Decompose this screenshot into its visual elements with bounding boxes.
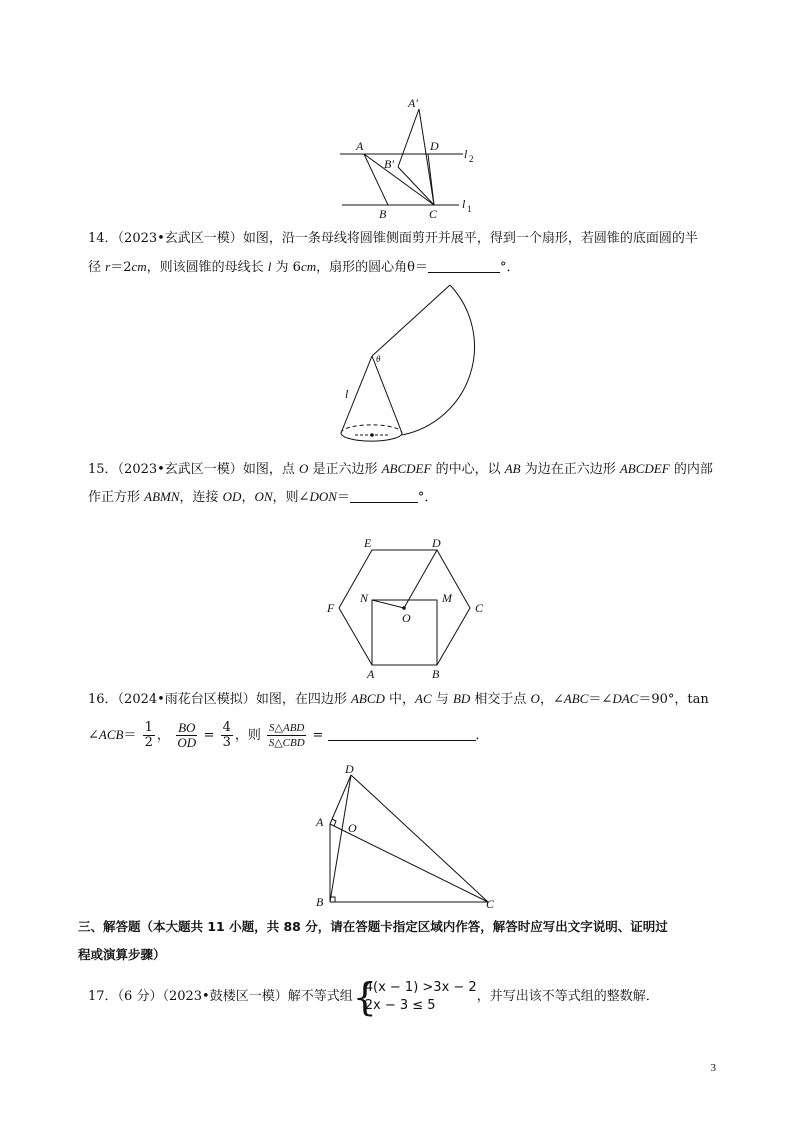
label-A: A	[316, 815, 324, 829]
label-B-prime: B′	[384, 157, 394, 171]
figure-q13	[330, 92, 490, 222]
fraction-four-thirds: $\frac{4}{3}$	[222, 720, 231, 750]
q14-number: 14．	[88, 231, 118, 246]
fraction-half: $\frac{1}{2}$	[144, 720, 153, 750]
q15-source: （2023•玄武区一模）	[117, 462, 243, 477]
figure-q16-quadrilateral	[310, 762, 510, 912]
q16-answer-blank[interactable]	[328, 726, 476, 741]
q17-score: （6 分）	[117, 989, 163, 1004]
q14-source: （2023•玄武区一模）	[117, 231, 243, 246]
label-A: A	[367, 667, 375, 681]
section3-heading-line1: 三、解答题（本大题共 11 小题，共 88 分，请在答题卡指定区域内作答，解答时应写出文字说明、证明过	[78, 919, 668, 934]
label-A-prime: A′	[408, 96, 418, 110]
label-C: C	[475, 601, 484, 615]
label-l: l	[345, 387, 349, 401]
page-number: 3	[710, 1062, 716, 1074]
label-theta: θ	[376, 354, 381, 364]
figure-q15-hexagon	[320, 532, 495, 682]
label-B: B	[432, 667, 440, 681]
q17-source: （2023•鼓楼区一模）	[162, 989, 288, 1004]
label-M: M	[442, 591, 452, 605]
label-l2: l	[464, 147, 468, 161]
label-F: F	[327, 601, 335, 615]
q14-text: 如图，沿一条母线将圆锥侧面剪开并展平，得到一个扇形，若圆锥的底面圆的半	[242, 231, 698, 246]
figure-q14-cone	[330, 280, 480, 450]
q17-number: 17．	[88, 989, 118, 1004]
label-N: N	[360, 591, 369, 605]
label-D: D	[430, 139, 439, 153]
label-l2-sub: 2	[469, 154, 474, 164]
label-C: C	[429, 207, 438, 221]
label-E: E	[364, 536, 372, 550]
label-D: D	[345, 762, 354, 776]
fraction-bo-od: $\frac{BO}{OD}$	[177, 720, 197, 750]
label-C: C	[486, 897, 495, 911]
inequality-2: 2x − 3 ≤ 5	[364, 997, 436, 1013]
label-B: B	[316, 895, 324, 909]
q14-answer-blank[interactable]	[428, 258, 500, 273]
label-B: B	[379, 207, 387, 221]
q15-line2: 作正方形 ABMN，连接 OD，ON，则∠DON＝ °．	[88, 489, 438, 505]
q16-line1: 16．（2024•雨花台区模拟）如图，在四边形 ABCD 中，AC 与 BD 相交于点 O，∠ABC＝∠DAC＝90°，tan	[88, 691, 709, 707]
q15-number: 15．	[88, 462, 118, 477]
q14-line2: 径 r＝2cm，则该圆锥的母线长 l 为 6cm，扇形的圆心角θ＝ °．	[88, 259, 520, 275]
label-O: O	[402, 611, 411, 625]
q17-line: 17．（6 分）（2023•鼓楼区一模）解不等式组 { 4(x − 1) >3x − 2 2x − 3 ≤ 5 ，并写出该不等式组的整数解．	[88, 974, 659, 1019]
q15-line1: 15．（2023•玄武区一模）如图，点 O 是正六边形 ABCDEF 的中心，以 AB 为边在正六边形 ABCDEF 的内部	[88, 461, 713, 477]
q15-answer-blank[interactable]	[350, 488, 418, 503]
label-l1-sub: 1	[467, 204, 472, 214]
q16-source: （2024•雨花台区模拟）	[117, 692, 256, 707]
inequality-system: { 4(x − 1) >3x − 2 2x − 3 ≤ 5	[352, 974, 477, 1019]
label-O: O	[348, 821, 357, 835]
label-D: D	[432, 536, 441, 550]
fraction-area-ratio: $\frac{\text{S△ABD}}{\text{S△CBD}}$	[268, 722, 305, 749]
q16-line2: ∠ACB＝ $\frac{1}{2}$ ， $\frac{BO}{OD}$ = $\frac{4}{3}$ ，则 $\frac{\text{S△ABD}}{\text{S△CBD}}$ = ．	[88, 720, 489, 750]
label-A: A	[356, 139, 364, 153]
q16-number: 16．	[88, 692, 118, 707]
label-l1: l	[462, 197, 466, 211]
section3-heading-line2: 程或演算步骤）	[78, 947, 166, 962]
inequality-1: 4(x − 1) >3x − 2	[364, 979, 477, 995]
q14-line1	[88, 229, 698, 249]
